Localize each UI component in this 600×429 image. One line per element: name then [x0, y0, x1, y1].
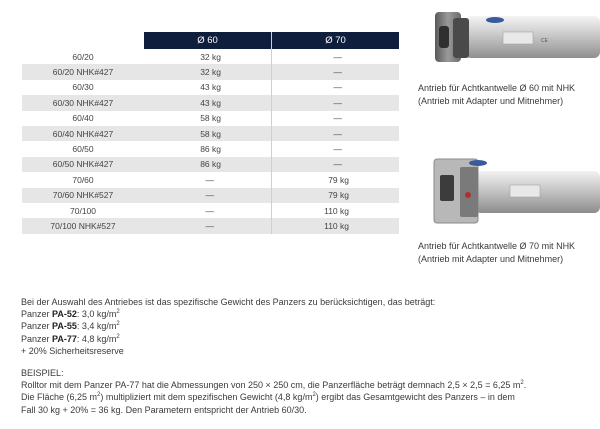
pa77-name: PA-77 [52, 333, 77, 344]
table-row [22, 49, 399, 64]
row-motor-name: 70/60 NHK#527 [22, 188, 144, 203]
table-row [22, 203, 399, 218]
table-row [22, 141, 399, 156]
row-d70-weight: — [333, 113, 342, 124]
row-d60-weight: 43 kg [144, 95, 272, 110]
table-row [22, 111, 399, 126]
weight-explanation-text [21, 296, 600, 416]
row-d70-weight: — [272, 126, 400, 141]
pa52-name: PA-52 [52, 309, 77, 320]
motor-d60-caption-line1: Antrieb für Achtkantwelle Ø 60 mit NHK [418, 83, 576, 93]
motor-d60-caption [418, 82, 575, 108]
row-d60-weight: — [144, 188, 272, 203]
example-line-1: Rolltor mit dem Panzer PA-77 hat die Abmessungen von 250 × 250 cm, die Panzerfläche beträgt demnach 2,5 × 2,5 = 6,25 $m^2$. [21, 380, 527, 391]
row-d70-weight: — [333, 82, 342, 93]
table-row [22, 218, 399, 233]
row-d60-weight: 43 kg [144, 80, 272, 95]
row-motor-name: 60/40 NHK#427 [22, 126, 144, 141]
row-d70-weight: 79 kg [272, 188, 400, 203]
panzer-pa55-line: Panzer PA-55: 3,4 $kg/m^2$ [21, 321, 120, 332]
row-d70-weight: 110 kg [272, 218, 400, 233]
row-motor-name: 60/20 [72, 51, 94, 62]
motor-weight-table [22, 32, 399, 234]
row-d60-weight: 32 kg [144, 64, 272, 79]
motor-d70-image [430, 155, 600, 227]
table-row [22, 188, 399, 203]
panzer-pa77-line: Panzer PA-77: 4,8 $kg/m^2$ [21, 333, 120, 344]
row-motor-name: 60/40 [72, 113, 94, 124]
pa55-name: PA-55 [52, 321, 77, 332]
table-header-row [22, 32, 399, 49]
row-d60-weight: 58 kg [144, 126, 272, 141]
header-d60: Ø 60 [144, 32, 272, 49]
row-d60-weight: — [144, 218, 272, 233]
row-motor-name: 60/30 [72, 82, 94, 93]
row-d60-weight: 58 kg [144, 111, 272, 126]
example-line-3: Fall 30 kg + 20% = 36 kg. Den Parametern entspricht der Antrieb 60/30. [21, 404, 307, 415]
row-d60-weight: 32 kg [144, 49, 272, 64]
header-blank [22, 32, 144, 49]
table-row [22, 64, 399, 79]
row-d70-weight: — [333, 144, 342, 155]
row-d60-weight: — [144, 203, 272, 218]
row-d70-weight: — [333, 51, 342, 62]
intro-paragraph: Bei der Auswahl des Antriebes ist das spezifische Gewicht des Panzers zu berücksichtigen, das beträgt: [21, 297, 436, 307]
example-line-2: Die Fläche (6,25 $m^2$) multipliziert mit dem spezifischen Gewicht (4,8 $kg/m^2$) ergibt das Gesamtgewicht des Panzers – in dem [21, 392, 515, 403]
table-row [22, 157, 399, 172]
row-motor-name: 70/60 [72, 174, 94, 185]
motor-d60-caption-line2: (Antrieb mit Adapter und Mitnehmer) [418, 96, 564, 106]
row-motor-name: 70/100 [70, 205, 96, 216]
row-d70-weight: — [272, 64, 400, 79]
motor-d70-caption-line1: Antrieb für Achtkantwelle Ø 70 mit NHK [418, 241, 576, 251]
row-motor-name: 70/100 NHK#527 [22, 218, 144, 233]
table-row [22, 80, 399, 95]
svg-text:CE: CE [541, 38, 548, 44]
row-d60-weight: 86 kg [144, 141, 272, 156]
table-row [22, 172, 399, 187]
row-motor-name: 60/50 [72, 144, 94, 155]
example-title: BEISPIEL: [21, 368, 64, 379]
row-motor-name: 60/50 NHK#427 [22, 157, 144, 172]
row-d70-weight: — [272, 95, 400, 110]
reserve-line: + 20% Sicherheitsreserve [21, 345, 124, 356]
header-d70: Ø 70 [272, 32, 400, 49]
row-d60-weight: 86 kg [144, 157, 272, 172]
motor-d60-image [425, 6, 600, 66]
row-motor-name: 60/30 NHK#427 [22, 95, 144, 110]
row-d70-weight: — [272, 157, 400, 172]
motor-d70-caption [418, 240, 575, 266]
table-row [22, 126, 399, 141]
row-d70-weight: 79 kg [328, 174, 349, 185]
motor-d70-caption-line2: (Antrieb mit Adapter und Mitnehmer) [418, 254, 564, 264]
panzer-pa52-line: Panzer PA-52: 3,0 $kg/m^2$ [21, 309, 120, 320]
row-motor-name: 60/20 NHK#427 [22, 64, 144, 79]
row-d60-weight: — [144, 172, 272, 187]
row-d70-weight: 110 kg [324, 205, 349, 216]
table-row [22, 95, 399, 110]
